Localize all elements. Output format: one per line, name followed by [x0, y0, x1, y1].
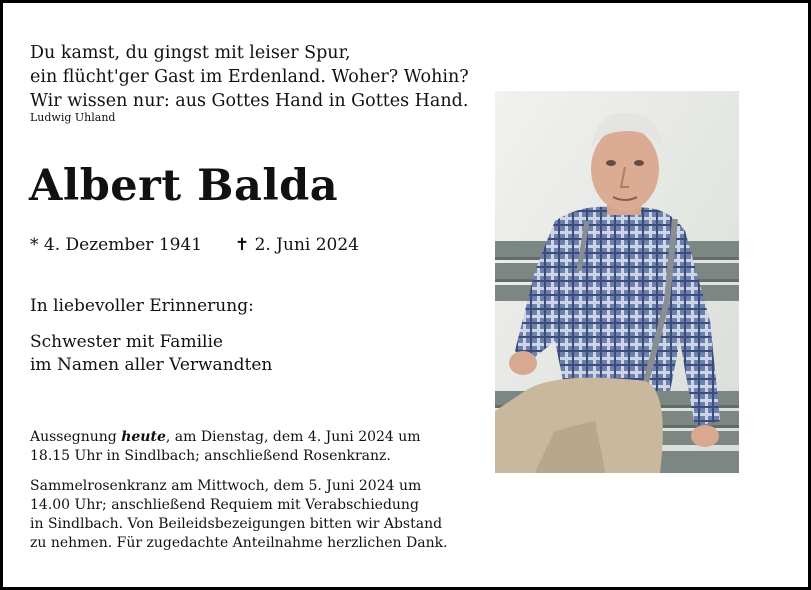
blessing-emphasis: heute — [121, 429, 166, 445]
life-dates — [30, 235, 359, 255]
mourner-line: Schwester mit Familie — [30, 332, 223, 352]
mourner-line: im Namen aller Verwandten — [30, 355, 273, 375]
rosary-line: in Sindlbach. Von Beileidsbezeigungen bitten wir Abstand — [30, 516, 443, 532]
death-date: 2. Juni 2024 — [254, 235, 360, 255]
poem-line: Wir wissen nur: aus Gottes Hand in Gottes Hand. — [30, 91, 469, 111]
birth-date: * 4. Dezember 1941 — [30, 235, 203, 255]
blessing-line-2: 18.15 Uhr in Sindlbach; anschließend Rosenkranz. — [30, 448, 391, 464]
rosary-line: 14.00 Uhr; anschließend Requiem mit Verabschiedung — [30, 497, 419, 513]
rosary-line: zu nehmen. Für zugedachte Anteilnahme herzlichen Dank. — [30, 535, 448, 551]
mourners — [30, 331, 272, 377]
poem — [30, 41, 469, 113]
cross-icon: ✝ — [234, 235, 250, 255]
rosary-line: Sammelrosenkranz am Mittwoch, dem 5. Juni 2024 um — [30, 478, 422, 494]
blessing-prefix: Aussegnung — [30, 429, 122, 445]
blessing-info — [30, 428, 421, 466]
poem-line: Du kamst, du gingst mit leiser Spur, — [30, 43, 351, 63]
portrait-photo — [495, 91, 739, 473]
deceased-name: Albert Balda — [29, 161, 339, 211]
portrait-illustration — [495, 91, 739, 473]
blessing-rest: , am Dienstag, dem 4. Juni 2024 um — [165, 429, 421, 445]
poem-line: ein flücht'ger Gast im Erdenland. Woher? Wohin? — [30, 67, 469, 87]
rosary-info — [30, 477, 448, 553]
memorial-heading: In liebevoller Erinnerung: — [30, 296, 254, 316]
poem-author: Ludwig Uhland — [30, 111, 116, 124]
